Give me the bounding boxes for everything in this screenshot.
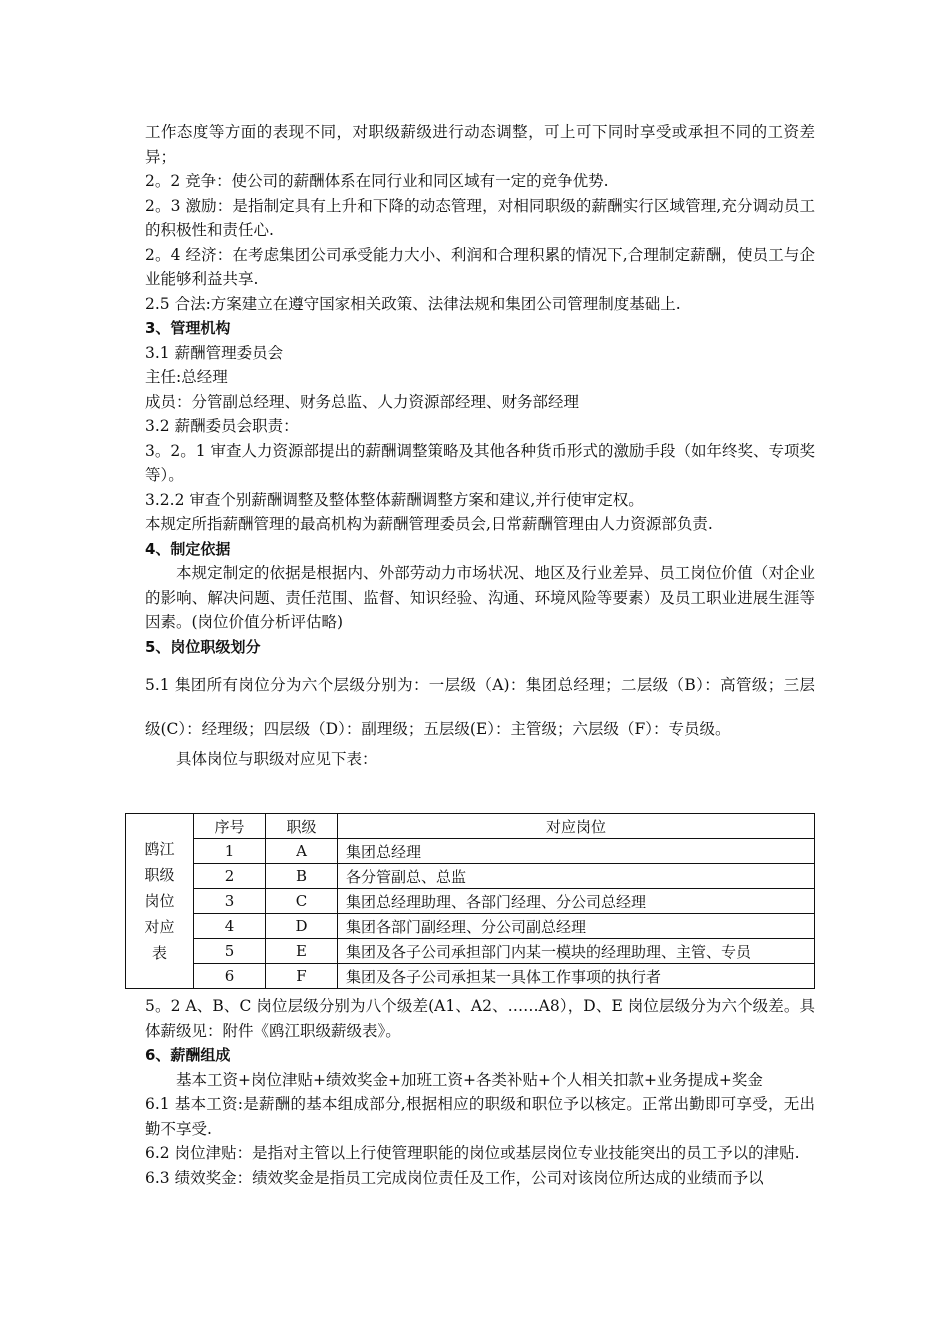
table-row — [126, 889, 815, 914]
paragraph: 2.5 合法:方案建立在遵守国家相关政策、法律法规和集团公司管理制度基础上. — [145, 294, 681, 313]
paragraph: 2。3 激励：是指制定具有上升和下降的动态管理，对相同职级的薪酬实行区域管理,充分调动员工的积极性和责任心. — [145, 196, 815, 239]
header-cell: 职级 — [266, 814, 338, 839]
seq-cell: 2 — [194, 864, 266, 889]
side-label-line: 职级 — [144, 866, 175, 884]
table-row — [126, 914, 815, 939]
paragraph: 工作态度等方面的表现不同，对职级薪级进行动态调整，可上可下同时享受或承担不同的工资差异； — [145, 123, 815, 166]
table-caption: 具体岗位与职级对应见下表： — [176, 750, 378, 768]
post-cell: 集团及各子公司承担某一具体工作事项的执行者 — [338, 964, 815, 989]
paragraph: 3.2 薪酬委员会职责： — [145, 417, 299, 435]
grade-cell: D — [266, 914, 338, 939]
table-row — [126, 939, 815, 964]
grade-cell: F — [266, 964, 338, 989]
paragraph: 主任:总经理 — [145, 368, 228, 386]
post-cell: 集团各部门副经理、分公司副总经理 — [338, 914, 815, 939]
header-cell: 对应岗位 — [338, 814, 815, 839]
paragraph: 本规定制定的依据是根据内、外部劳动力市场状况、地区及行业差异、员工岗位价值（对企业的影响、解决问题、责任范围、监督、知识经验、沟通、环境风险等要素）及员工职业进展生涯等因素。(岗位价值分析评估略) — [145, 564, 815, 631]
post-cell: 各分管副总、总监 — [338, 864, 815, 889]
table-row — [126, 864, 815, 889]
side-label-line: 对应 — [144, 918, 175, 936]
grade-cell: A — [266, 839, 338, 864]
section-heading: 5、岗位职级划分 — [145, 637, 261, 656]
paragraph: 3.2.2 审查个别薪酬调整及整体整体薪酬调整方案和建议,并行使审定权。 — [145, 490, 644, 509]
section-heading: 3、管理机构 — [145, 319, 231, 337]
table-row — [126, 964, 815, 989]
seq-cell: 6 — [194, 964, 266, 989]
grade-cell: E — [266, 939, 338, 964]
table-row — [126, 839, 815, 864]
table-side-label — [126, 814, 194, 989]
seq-cell: 3 — [194, 889, 266, 914]
post-cell: 集团总经理 — [338, 839, 815, 864]
grade-cell: B — [266, 864, 338, 889]
paragraph: 5.1 集团所有岗位分为六个层级分别为：一层级（A)：集团总经理；二层级（B）：高管级；三层级(C）：经理级；四层级（D）：副理级；五层级(E）：主管级；六层级（F）：专员级。 — [145, 676, 815, 738]
document-body-continued — [145, 994, 815, 1190]
seq-cell: 5 — [194, 939, 266, 964]
side-label-line: 表 — [151, 944, 167, 962]
header-cell: 序号 — [194, 814, 266, 839]
side-label-line: 岗位 — [144, 892, 175, 910]
post-cell: 集团及各子公司承担部门内某一模块的经理助理、主管、专员 — [338, 939, 815, 964]
paragraph: 6.3 绩效奖金：绩效奖金是指员工完成岗位责任及工作，公司对该岗位所达成的业绩而予以 — [145, 1168, 764, 1187]
paragraph: 本规定所指薪酬管理的最高机构为薪酬管理委员会,日常薪酬管理由人力资源部负责. — [145, 515, 713, 533]
document-body — [145, 120, 815, 772]
paragraph: 6.2 岗位津贴：是指对主管以上行使管理职能的岗位或基层岗位专业技能突出的员工予以的津贴. — [145, 1144, 800, 1162]
position-grade-table — [125, 813, 815, 989]
table-header-row — [126, 814, 815, 839]
section-heading: 4、制定依据 — [145, 539, 231, 558]
paragraph: 3.1 薪酬管理委员会 — [145, 343, 284, 362]
section-heading: 6、薪酬组成 — [145, 1046, 231, 1064]
side-label-line: 鸥江 — [144, 840, 175, 858]
seq-cell: 1 — [194, 839, 266, 864]
grade-cell: C — [266, 889, 338, 914]
paragraph: 2。4 经济：在考虑集团公司承受能力大小、利润和合理积累的情况下,合理制定薪酬，使员工与企业能够利益共享. — [145, 245, 815, 288]
paragraph: 5。2 A、B、C 岗位层级分别为八个级差(A1、A2、……A8），D、E 岗位层级分为六个级差。具体薪级见：附件《鸥江职级薪级表》。 — [145, 997, 815, 1040]
post-cell: 集团总经理助理、各部门经理、分公司总经理 — [338, 889, 815, 914]
paragraph: 6.1 基本工资:是薪酬的基本组成部分,根据相应的职级和职位予以核定。正常出勤即可享受，无出勤不享受. — [145, 1095, 815, 1138]
paragraph: 2。2 竞争：使公司的薪酬体系在同行业和同区域有一定的竞争优势. — [145, 172, 609, 190]
paragraph: 成员：分管副总经理、财务总监、人力资源部经理、财务部经理 — [145, 392, 580, 411]
seq-cell: 4 — [194, 914, 266, 939]
paragraph: 3。2。1 审查人力资源部提出的薪酬调整策略及其他各种货币形式的激励手段（如年终奖、专项奖等）。 — [145, 441, 816, 484]
salary-formula: 基本工资+岗位津贴+绩效奖金+加班工资+各类补贴+个人相关扣款+业务提成+奖金 — [176, 1070, 763, 1089]
